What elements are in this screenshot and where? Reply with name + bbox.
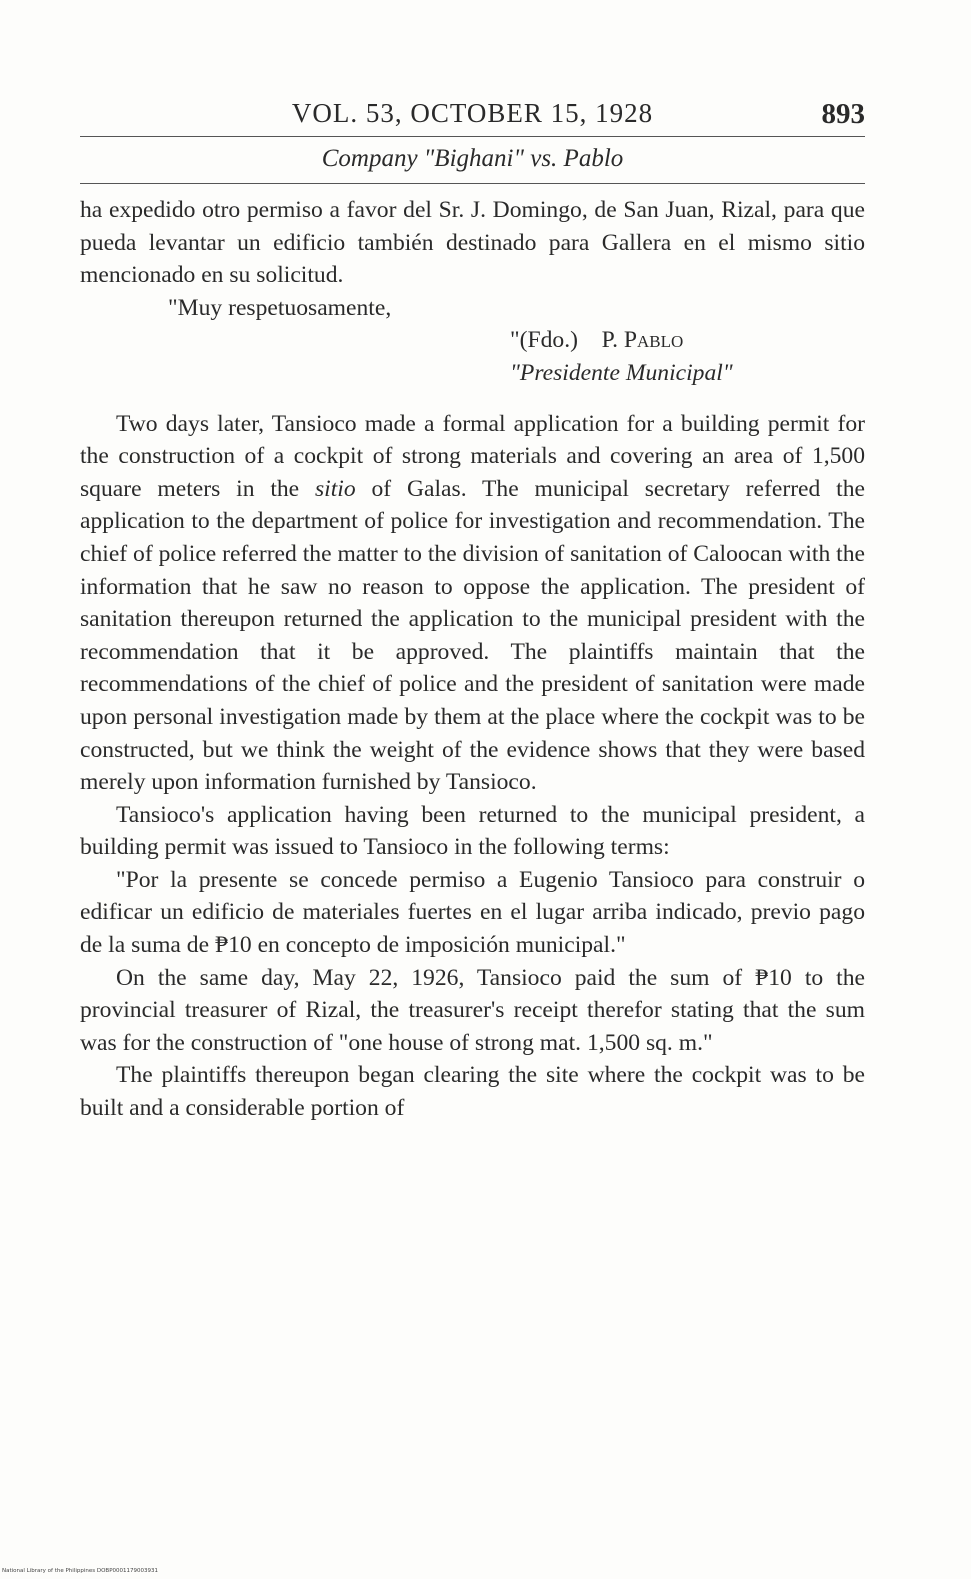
page-number: 893	[821, 98, 865, 130]
signature-title: "Presidente Municipal"	[510, 359, 733, 386]
paragraph-1	[80, 408, 865, 799]
case-title: Company "Bighani" vs. Pablo	[321, 145, 624, 172]
signature-block	[80, 324, 865, 389]
paragraph-1-text-b: of Galas. The municipal secretary referred the application to the department of police for investigation and recommendation. The chief of police referred the matter to the division of sanitation of Caloocan with the information that he saw no reason to oppose the application. The president of sanitation thereupon returned the application to the municipal president with the recommendation that it be approved. The plaintiffs maintain that the recommendations of the chief of police and the president of sanitation were made upon personal investigation made by them at the place where the cockpit was to be constructed, but we think the weight of the evidence shows that they were based merely upon information furnished by Tansioco.	[80, 475, 865, 796]
header-rule	[80, 136, 865, 137]
paragraph-1-italic: sitio	[315, 475, 356, 502]
letter-continuation: ha expedido otro permiso a favor del Sr. J. Domingo, de San Juan, Rizal, para que pueda levantar un edificio también destinado para Gallera en el mismo sitio mencionado en su solicitud.	[80, 197, 865, 289]
running-head: VOL. 53, OCTOBER 15, 1928	[291, 98, 654, 128]
paragraph-5: The plaintiffs thereupon began clearing the site where the cockpit was to be built and a considerable portion of	[80, 1062, 865, 1122]
signature-name: P. Pablo	[601, 327, 684, 354]
paragraph-2: Tansioco's application having been returned to the municipal president, a building permit was issued to Tansioco in the following terms:	[80, 801, 865, 861]
page-header	[80, 92, 865, 136]
scan-footer: National Library of the Philippines DOBP0001179003931	[2, 1568, 158, 1574]
letter-closing: "Muy respetuosamente,	[168, 294, 392, 321]
signature-prefix: "(Fdo.)	[510, 327, 578, 354]
document-page	[80, 92, 865, 1125]
title-rule	[80, 183, 865, 184]
body-text	[80, 194, 865, 1125]
signature-line	[510, 324, 865, 357]
paragraph-1-text-a: Two days later, Tansioco made a formal application for a building permit for the construction of a cockpit of strong materials and covering an area of 1,500 square meters in the	[80, 410, 865, 502]
paragraph-4: On the same day, May 22, 1926, Tansioco paid the sum of ₱10 to the provincial treasurer of Rizal, the treasurer's receipt therefor stating that the sum was for the construction of "one house of strong mat. 1,500 sq. m."	[80, 964, 865, 1056]
paragraph-3-quote: "Por la presente se concede permiso a Eugenio Tansioco para construir o edificar un edificio de materiales fuertes en el lugar arriba indicado, previo pago de la suma de ₱10 en concepto de imposición municipal."	[80, 866, 865, 959]
